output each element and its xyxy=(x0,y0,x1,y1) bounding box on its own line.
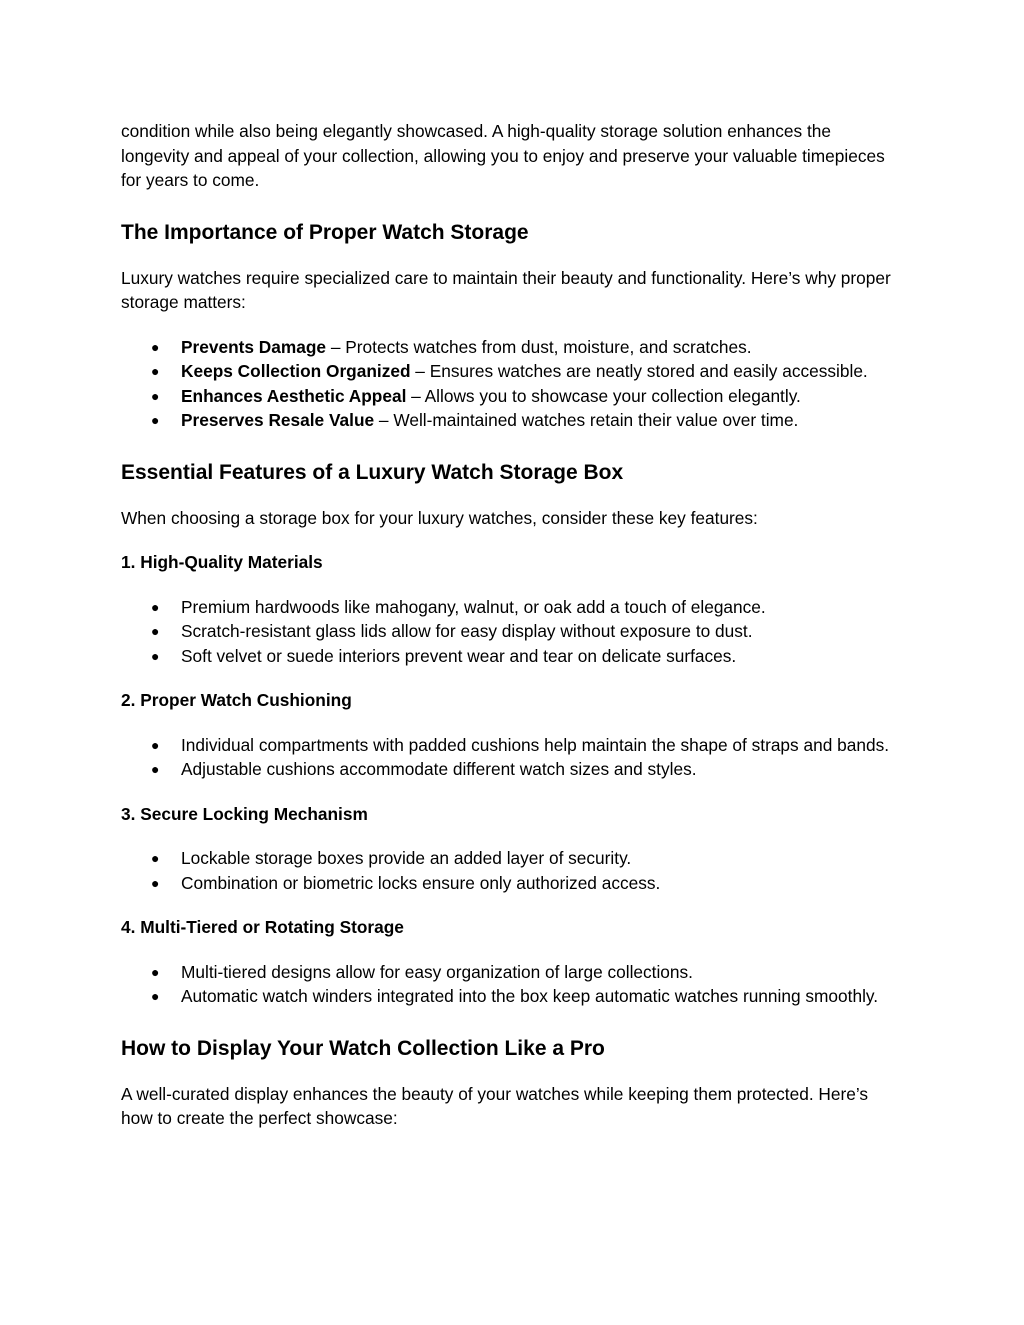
list-item-text: Premium hardwoods like mahogany, walnut, or oak add a touch of elegance. xyxy=(181,596,766,617)
bullet-icon: ● xyxy=(151,338,160,355)
importance-list xyxy=(121,335,891,433)
bullet-icon: ● xyxy=(151,412,160,428)
list-item-text: – Allows you to showcase your collection elegantly. xyxy=(406,385,801,406)
bullet-icon: ● xyxy=(151,850,160,866)
list-item-text: Automatic watch winders integrated into the box keep automatic watches running smoothly. xyxy=(181,986,879,1006)
list-item xyxy=(121,644,891,669)
list-item-text: Multi-tiered designs allow for easy organization of large collections. xyxy=(181,961,693,982)
list-item-bold: Keeps Collection Organized xyxy=(181,361,411,381)
list-item xyxy=(121,408,891,433)
bullet-icon: ● xyxy=(151,387,160,404)
section-paragraph-display: A well-curated display enhances the beauty of your watches while keeping them protected. Here’s how to create the perfect showcase: xyxy=(121,1083,869,1128)
section-paragraph-features: When choosing a storage box for your luxury watches, consider these key features: xyxy=(121,507,758,528)
list-item-bold: Prevents Damage xyxy=(181,336,327,357)
list-item xyxy=(121,384,891,409)
list-item-bold: Preserves Resale Value xyxy=(181,410,375,430)
list-item xyxy=(121,619,891,644)
bullet-icon: ● xyxy=(151,363,160,379)
list-item xyxy=(121,595,891,620)
subsection-heading-cushioning: 2. Proper Watch Cushioning xyxy=(121,690,352,710)
list-item-text: Lockable storage boxes provide an added layer of security. xyxy=(181,848,632,868)
list-item xyxy=(121,335,891,360)
list-item-text: Adjustable cushions accommodate different watch sizes and styles. xyxy=(181,759,697,779)
tiered-list xyxy=(121,960,891,1009)
list-item xyxy=(121,846,891,871)
subsection-heading-materials: 1. High-Quality Materials xyxy=(121,552,323,572)
subsection-heading-tiered: 4. Multi-Tiered or Rotating Storage xyxy=(121,917,404,937)
subsection-heading-locking: 3. Secure Locking Mechanism xyxy=(121,803,368,824)
list-item-text: Soft velvet or suede interiors prevent wear and tear on delicate surfaces. xyxy=(181,645,737,666)
list-item xyxy=(121,871,891,896)
bullet-icon: ● xyxy=(151,647,160,664)
list-item xyxy=(121,960,891,985)
intro-paragraph: condition while also being elegantly showcased. A high-quality storage solution enhances the longevity and appeal of your collection, allowing you to enjoy and preserve your valuable timepieces for years to come. xyxy=(121,121,885,190)
cushioning-list xyxy=(121,733,891,782)
bullet-icon: ● xyxy=(151,736,160,753)
list-item xyxy=(121,984,891,1009)
list-item xyxy=(121,359,891,384)
bullet-icon: ● xyxy=(151,623,160,639)
list-item-text: Combination or biometric locks ensure only authorized access. xyxy=(181,872,661,893)
list-item xyxy=(121,733,891,758)
materials-list xyxy=(121,595,891,669)
list-item xyxy=(121,757,891,782)
bullet-icon: ● xyxy=(151,761,160,777)
section-paragraph-importance: Luxury watches require specialized care to maintain their beauty and functionality. Here’s why proper storage matters: xyxy=(121,267,891,312)
list-item-text: Scratch-resistant glass lids allow for easy display without exposure to dust. xyxy=(181,621,753,641)
bullet-icon: ● xyxy=(151,988,160,1004)
list-item-text: Individual compartments with padded cushions help maintain the shape of straps and bands. xyxy=(181,734,890,755)
section-heading-features: Essential Features of a Luxury Watch Storage Box xyxy=(121,460,624,484)
section-heading-importance: The Importance of Proper Watch Storage xyxy=(121,220,529,244)
list-item-bold: Enhances Aesthetic Appeal xyxy=(181,385,407,406)
list-item-text: – Protects watches from dust, moisture, and scratches. xyxy=(326,336,752,357)
list-item-text: – Well-maintained watches retain their value over time. xyxy=(374,410,799,430)
bullet-icon: ● xyxy=(151,598,160,615)
bullet-icon: ● xyxy=(151,874,160,891)
locking-list xyxy=(121,846,891,895)
section-heading-display: How to Display Your Watch Collection Like a Pro xyxy=(121,1036,605,1060)
list-item-text: – Ensures watches are neatly stored and easily accessible. xyxy=(410,361,868,381)
bullet-icon: ● xyxy=(151,963,160,980)
document-page xyxy=(121,119,891,1131)
